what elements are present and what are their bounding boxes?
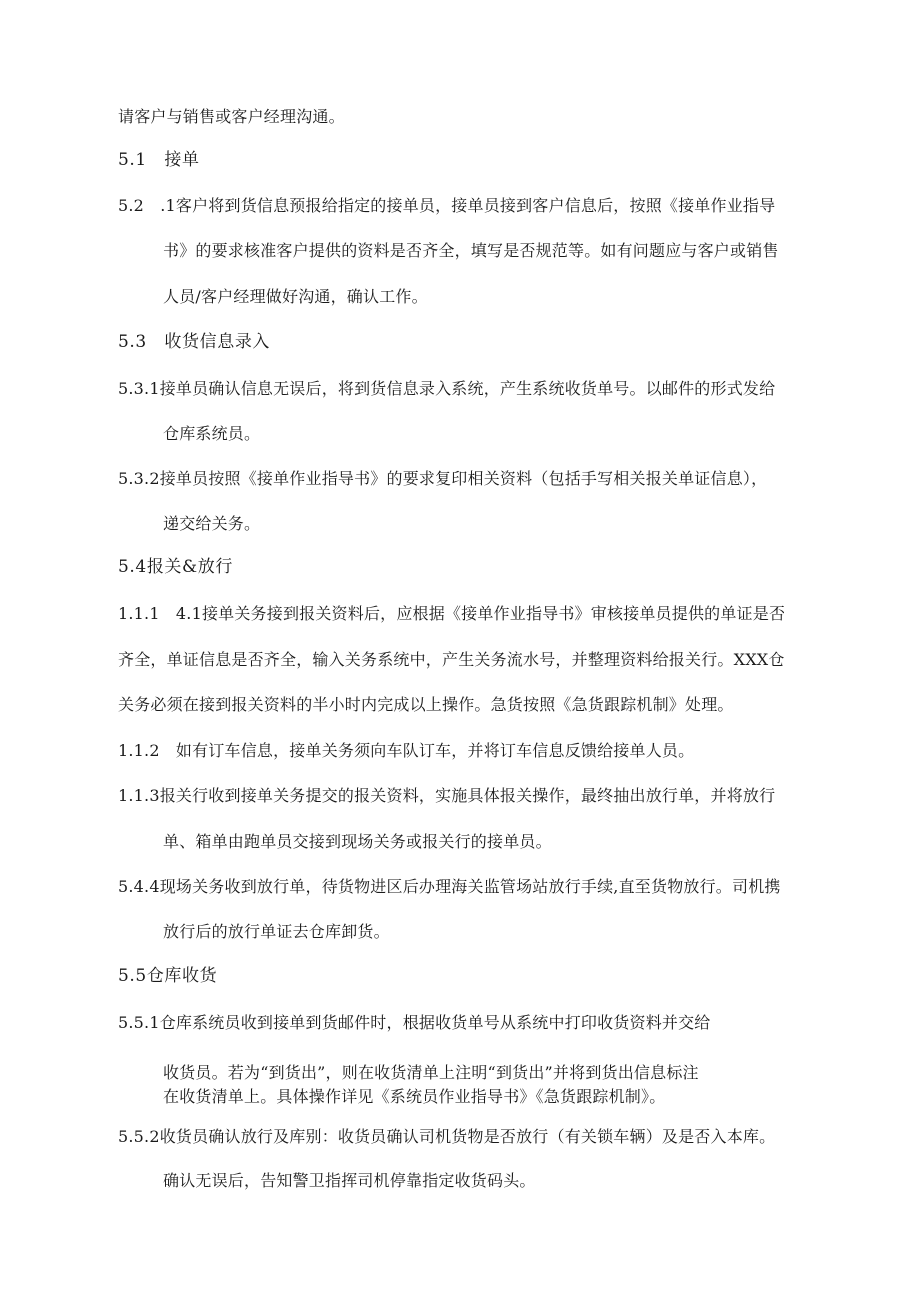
section-heading-5-5: 5.5仓库收货: [118, 966, 218, 986]
paragraph-line: 1.1.3报关行收到接单关务提交的报关资料，实施具体报关操作，最终抽出放行单，并将放行: [118, 786, 776, 805]
section-heading-5-3: 5.3 收货信息录入: [118, 332, 271, 352]
paragraph-line: 1.1.2 如有订车信息，接单关务须向车队订车，并将订车信息反馈给接单人员。: [118, 741, 695, 760]
paragraph-line: 递交给关务。: [163, 514, 261, 533]
paragraph-line: 5.5.2收货员确认放行及库别：收货员确认司机货物是否放行（有关锁车辆）及是否入本库。: [118, 1127, 776, 1146]
paragraph-line: 人员/客户经理做好沟通，确认工作。: [163, 287, 428, 306]
paragraph-line: 在收货清单上。具体操作详见《系统员作业指导书》《急货跟踪机制》。: [163, 1087, 666, 1106]
paragraph-line: 放行后的放行单证去仓库卸货。: [163, 922, 390, 941]
section-heading-5-1: 5.1 接单: [118, 150, 200, 170]
paragraph-line: 5.3.2接单员按照《接单作业指导书》的要求复印相关资料（包括手写相关报关单证信息），: [118, 469, 768, 488]
paragraph-line: 确认无误后，告知警卫指挥司机停靠指定收货码头。: [163, 1171, 536, 1190]
paragraph-line: 单、箱单由跑单员交接到现场关务或报关行的接单员。: [163, 832, 552, 851]
paragraph-line: 请客户与销售或客户经理沟通。: [118, 107, 345, 126]
paragraph-line: 5.3.1接单员确认信息无误后，将到货信息录入系统，产生系统收货单号。以邮件的形式发给: [118, 379, 776, 398]
section-heading-5-4: 5.4报关&放行: [118, 557, 233, 577]
paragraph-line: 齐全，单证信息是否齐全，输入关务系统中，产生关务流水号，并整理资料给报关行。XXX仓: [118, 650, 785, 669]
paragraph-line: 书》的要求核准客户提供的资料是否齐全，填写是否规范等。如有问题应与客户或销售: [163, 241, 779, 260]
paragraph-line: 收货员。若为“到货出”，则在收货清单上注明“到货出”并将到货出信息标注: [163, 1063, 699, 1082]
paragraph-line: 5.5.1仓库系统员收到接单到货邮件时，根据收货单号从系统中打印收货资料并交给: [118, 1013, 711, 1032]
paragraph-line: 关务必须在接到报关资料的半小时内完成以上操作。急货按照《急货跟踪机制》处理。: [118, 695, 734, 714]
paragraph-line: 5.4.4现场关务收到放行单，待货物进区后办理海关监管场站放行手续,直至货物放行。司机携: [118, 877, 781, 896]
paragraph-line: 仓库系统员。: [163, 424, 261, 443]
paragraph-line: 1.1.1 4.1接单关务接到报关资料后，应根据《接单作业指导书》审核接单员提供的单证是否: [118, 604, 786, 623]
paragraph-line: 5.2 .1客户将到货信息预报给指定的接单员，接单员接到客户信息后，按照《接单作业指导: [118, 196, 776, 215]
